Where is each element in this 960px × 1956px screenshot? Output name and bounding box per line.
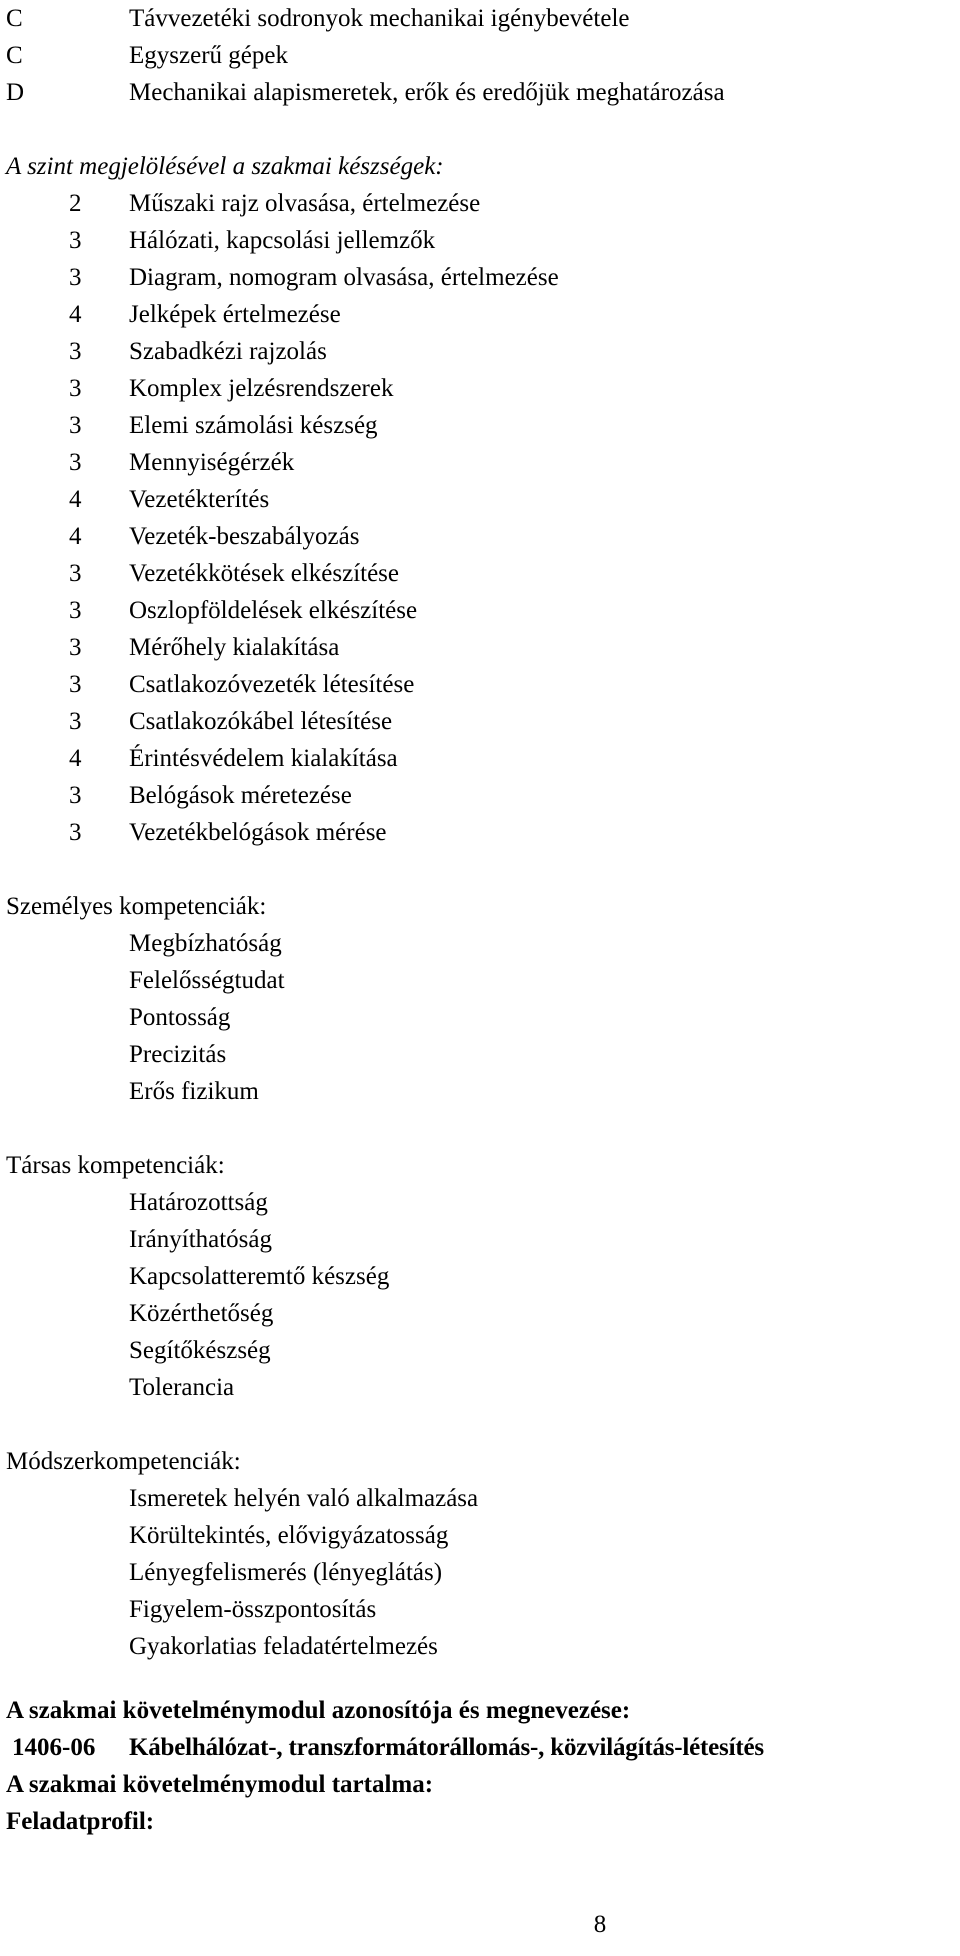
personal-competencies-section [6,888,285,1110]
topic-code: D [6,79,25,106]
skill-level: 2 [69,190,82,217]
topic-text: Távvezetéki sodronyok mechanikai igénybevétele [129,5,630,32]
skill-row [6,777,444,814]
skill-text: Hálózati, kapcsolási jellemzők [129,227,436,254]
skill-level: 3 [69,708,82,735]
method-competency-item: Gyakorlatias feladatértelmezés [129,1633,438,1660]
skill-text: Vezeték-beszabályozás [129,523,360,550]
skill-level: 4 [69,523,82,550]
skill-row [6,518,444,555]
skill-row [6,814,444,851]
method-competencies-list [6,1480,478,1665]
social-competency-item: Határozottság [129,1189,268,1216]
module-row [6,1729,764,1766]
skill-level: 3 [69,338,82,365]
skills-section [6,148,559,851]
skill-row [6,296,444,333]
module-content-heading: A szakmai követelménymodul tartalma: [6,1771,434,1798]
personal-competency-item: Erős fizikum [129,1078,259,1105]
topic-code: C [6,5,23,32]
personal-competencies-heading: Személyes kompetenciák: [6,893,267,920]
module-name: Kábelhálózat-, transzformátorállomás-, közvilágítás-létesítés [129,1734,764,1761]
skill-row [6,629,444,666]
skill-row [6,370,444,407]
skill-text: Jelképek értelmezése [129,301,341,328]
skill-text: Diagram, nomogram olvasása, értelmezése [129,264,559,291]
skill-row [6,740,444,777]
topic-code: C [6,42,23,69]
skill-text: Csatlakozóvezeték létesítése [129,671,415,698]
skill-text: Komplex jelzésrendszerek [129,375,394,402]
skill-text: Mérőhely kialakítása [129,634,340,661]
social-competency-item: Tolerancia [129,1374,235,1401]
skill-row [6,481,444,518]
skill-text: Érintésvédelem kialakítása [129,745,398,772]
skill-text: Csatlakozókábel létesítése [129,708,393,735]
skill-text: Vezetékkötések elkészítése [129,560,400,587]
personal-competency-item: Megbízhatóság [129,930,282,957]
method-competencies-heading: Módszerkompetenciák: [6,1448,241,1475]
module-id-heading: A szakmai követelménymodul azonosítója és megnevezése: [6,1697,631,1724]
skill-level: 3 [69,634,82,661]
skill-level: 3 [69,227,82,254]
page-number: 8 [593,1911,607,1938]
skill-level: 3 [69,671,82,698]
social-competency-item: Kapcsolatteremtő készség [129,1263,390,1290]
skill-text: Szabadkézi rajzolás [129,338,327,365]
skills-heading: A szint megjelölésével a szakmai készségek: [6,153,444,180]
skill-row [6,185,481,222]
skill-row [6,222,444,259]
skill-text: Műszaki rajz olvasása, értelmezése [129,190,481,217]
personal-competency-item: Pontosság [129,1004,231,1031]
profile-heading: Feladatprofil: [6,1808,155,1835]
skill-level: 3 [69,819,82,846]
skill-row [6,444,444,481]
skill-text: Oszlopföldelések elkészítése [129,597,418,624]
skill-row [6,259,559,296]
personal-competency-item: Precizitás [129,1041,227,1068]
social-competency-item: Segítőkészség [129,1337,271,1364]
method-competencies-section [6,1443,478,1665]
skill-level: 3 [69,449,82,476]
method-competency-item: Lényegfelismerés (lényeglátás) [129,1559,443,1586]
topic-text: Mechanikai alapismeretek, erők és eredőjük meghatározása [129,79,725,106]
skill-level: 4 [69,301,82,328]
skill-level: 3 [69,597,82,624]
social-competency-item: Irányíthatóság [129,1226,273,1253]
skill-text: Mennyiségérzék [129,449,295,476]
skill-row [6,592,444,629]
skill-level: 4 [69,486,82,513]
skill-row [6,666,444,703]
personal-competency-item: Felelősségtudat [129,967,285,994]
social-competency-item: Közérthetőség [129,1300,274,1327]
social-competencies-list [6,1184,389,1406]
skill-row [6,333,444,370]
skill-level: 3 [69,412,82,439]
skill-row [6,407,444,444]
skill-text: Vezetékterítés [129,486,270,513]
skill-level: 3 [69,782,82,809]
skill-row [6,703,444,740]
social-competencies-heading: Társas kompetenciák: [6,1152,225,1179]
method-competency-item: Körültekintés, elővigyázatosság [129,1522,449,1549]
module-section [6,1692,764,1840]
personal-competencies-list [6,925,285,1110]
skills-list [6,185,559,851]
method-competency-item: Figyelem-összpontosítás [129,1596,377,1623]
skill-level: 3 [69,375,82,402]
skill-level: 3 [69,264,82,291]
skill-text: Vezetékbelógások mérése [129,819,387,846]
social-competencies-section [6,1147,389,1406]
skill-row [6,555,444,592]
module-code: 1406-06 [12,1734,96,1761]
method-competency-item: Ismeretek helyén való alkalmazása [129,1485,479,1512]
skill-text: Belógások méretezése [129,782,352,809]
skill-level: 4 [69,745,82,772]
skill-text: Elemi számolási készség [129,412,378,439]
skill-level: 3 [69,560,82,587]
topic-text: Egyszerű gépek [129,42,288,69]
